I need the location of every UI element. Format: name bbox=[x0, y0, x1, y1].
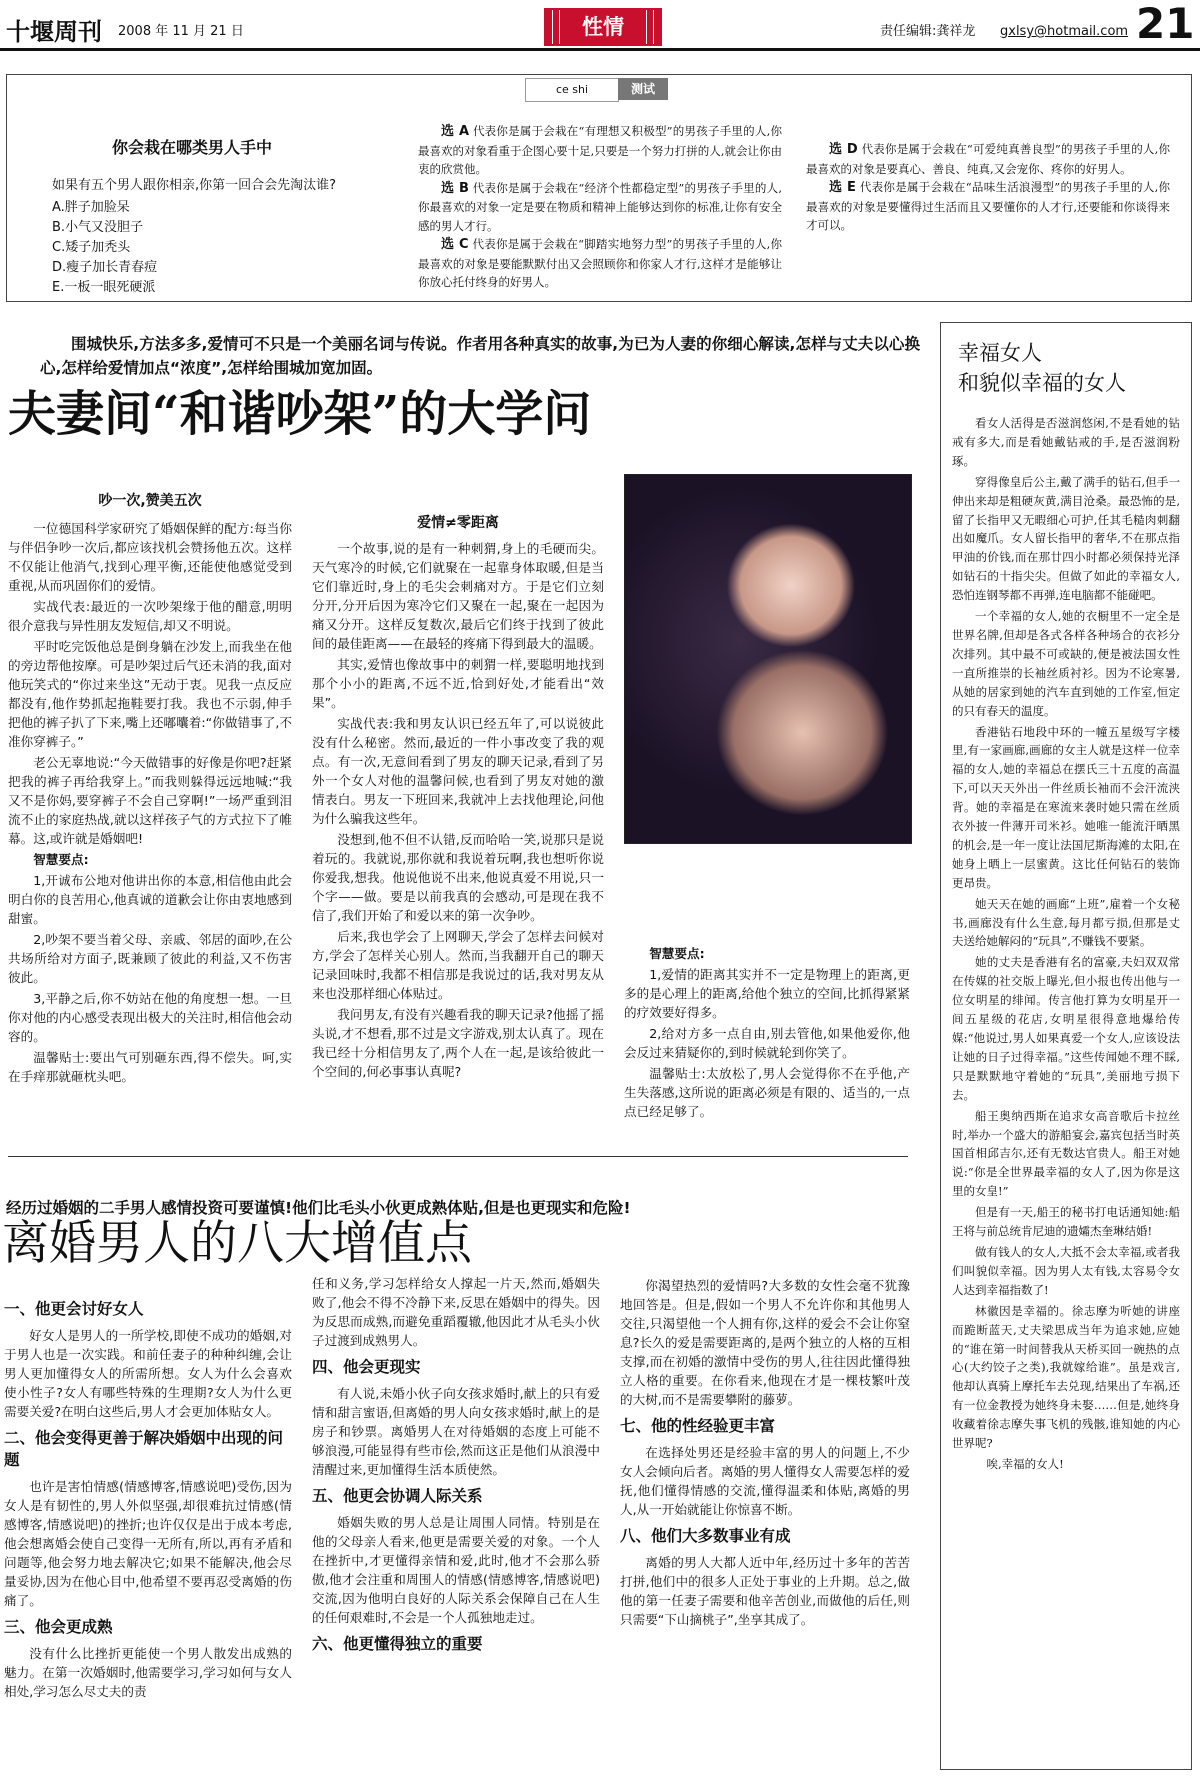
section-heading: 七、他的性经验更丰富 bbox=[620, 1417, 776, 1435]
sidebar-paragraph: 她天天在她的画廊“上班”,雇着一个女秘书,画廊没有什么生意,每月都亏损,但那是丈夫送给她解闷的“玩具”,不赚钱不要紧。 bbox=[952, 896, 1180, 949]
tag-ornament-right bbox=[646, 10, 654, 44]
intro-text: 围城快乐,方法多多,爱情可不只是一个美丽名词与传说。作者用各种真实的故事,为已为人妻的你细心解读,怎样与丈夫以心换心,怎样给爱情加点“浓度”,怎样给围城加宽加固。 bbox=[40, 335, 920, 377]
quiz-option: E.一板一眼死硬派 bbox=[52, 280, 156, 295]
paragraph: 3,平静之后,你不妨站在他的角度想一想。一旦你对他的内心感受表现出极大的关注时,相信他会动容的。 bbox=[8, 991, 292, 1044]
paragraph: 1,开诚布公地对他讲出你的本意,相信他由此会明白你的良苦用心,他真诚的道歉会让你由衷地感到甜蜜。 bbox=[8, 873, 292, 926]
sidebar-paragraph: 一个幸福的女人,她的衣橱里不一定全是世界名牌,但却是各式各样各种场合的衣衫分次排列。其中最不可或缺的,便是被法国女性一直所推崇的长袖丝质衬衫。因为不论寒暑,从她的居家到她的汽车直到她的工作室,恒定的只有春天的温度。 bbox=[952, 609, 1180, 718]
quiz-option: B.小气又没胆子 bbox=[52, 220, 144, 235]
paragraph: 有人说,未婚小伙子向女孩求婚时,献上的只有爱情和甜言蜜语,但离婚的男人向女孩求婚时,献上的是房子和钞票。离婚男人在对待婚姻的态度上可能不够浪漫,可能显得有些市侩,然而这正是他们从浪漫中清醒过来,更加懂得生活本质使然。 bbox=[312, 1386, 600, 1477]
section-divider bbox=[8, 1156, 908, 1157]
woman-portrait-photo bbox=[624, 474, 912, 844]
sidebar-paragraph: 船王奥纳西斯在追求女高音歌后卡拉丝时,举办一个盛大的游船宴会,嘉宾包括当时英国首相邱吉尔,还有无数达官贵人。船王对她说:“你是全世界最幸福的女人了,因为你是这里的女皇!” bbox=[952, 1108, 1180, 1199]
article-headline: 夫妻间“和谐吵架”的大学问 bbox=[8, 386, 592, 442]
quiz-answers-column-1 bbox=[418, 122, 782, 292]
sidebar-title-line-1: 幸福女人 bbox=[958, 341, 1042, 365]
section-heading: 六、他更懂得独立的重要 bbox=[312, 1635, 483, 1653]
article2-column-1 bbox=[4, 1298, 292, 1703]
column-subhead: 爱情≠零距离 bbox=[417, 515, 499, 531]
section-tag-label: 性情 bbox=[582, 15, 624, 39]
quiz-answers-column-2 bbox=[806, 140, 1170, 235]
answer-label: 选 C bbox=[441, 237, 469, 252]
article2-headline: 离婚男人的八大增值点 bbox=[2, 1216, 472, 1271]
sidebar-body bbox=[952, 414, 1180, 1476]
quiz-tab-chinese: 测试 bbox=[618, 78, 668, 100]
section-heading: 一、他更会讨好女人 bbox=[4, 1300, 144, 1318]
paragraph: 我问男友,有没有兴趣看我的聊天记录?他摇了摇头说,才不想看,那不过是文字游戏,别太认真了。现在我已经十分相信男友了,两个人在一起,是该给彼此一个空间的,何必事事认真呢? bbox=[312, 1007, 604, 1079]
quiz-answer-b bbox=[418, 179, 782, 236]
paragraph: 一个故事,说的是有一种刺猬,身上的毛硬而尖。天气寒冷的时候,它们就聚在一起靠身体取暖,但是当它们靠近时,身上的毛尖会刺痛对方。于是它们立刻分开,分开后因为寒冷它们又聚在一起,聚在一起因为痛又分开。这样反复数次,最后它们终于找到了彼此间的最佳距离——在最轻的疼痛下得到最大的温暖。 bbox=[312, 541, 604, 651]
article2-column-3 bbox=[620, 1276, 910, 1631]
section-heading: 二、他会变得更善于解决婚姻中出现的问题 bbox=[4, 1429, 284, 1469]
answer-label: 选 E bbox=[829, 180, 856, 195]
answer-text: 代表你是属于会栽在“脚踏实地努力型”的男孩子手里的人,你最喜欢的对象是要能默默付出又会照顾你和你家人才行,这样才是能够让你放心托付终身的好男人。 bbox=[418, 237, 782, 289]
article2-kicker: 经历过婚姻的二手男人感情投资可要谨慎!他们比毛头小伙更成熟体贴,但是也更现实和危险! bbox=[6, 1199, 631, 1217]
paragraph: 老公无辜地说:“今天做错事的好像是你吧?赶紧把我的裤子再给我穿上。”而我则躲得远远地喊:“我又不是你妈,要穿裤子不会自己穿啊!”一场严重到泪流不止的家庭热战,就以这样孩子气的方式拉下了帷幕。这,或许就是婚姻吧! bbox=[8, 755, 292, 846]
paragraph: 一位德国科学家研究了婚姻保鲜的配方:每当你与伴侣争吵一次后,都应该找机会赞扬他五次。这样不仅能让他消气,找到心理平衡,还能使他感觉受到重视,从而巩固你们的爱情。 bbox=[8, 521, 292, 593]
paragraph: 智慧要点: bbox=[33, 852, 89, 867]
sidebar-paragraph: 香港钻石地段中环的一幢五星级写字楼里,有一家画廊,画廊的女主人就是这样一位幸福的女人,她的幸福总在摆氏三十五度的高温下,可以天天外出一件丝质长袖而不会汗流浃背。她的幸福是在寒流来袭时她只需在丝质衣外披一件薄开司米衫。她唯一能流汗晒黑的机会,是一年一度让法国尼斯海滩的太阳,在她身上晒上一层蜜黄。这比任何钻石的装饰更昂贵。 bbox=[952, 724, 1180, 890]
quiz-option: A.胖子加脸呆 bbox=[52, 200, 130, 215]
answer-label: 选 D bbox=[829, 142, 858, 157]
paragraph: 温馨贴士:太放松了,男人会觉得你不在乎他,产生失落感,这所说的距离必须是有限的、适当的,一点点已经足够了。 bbox=[624, 1066, 910, 1119]
paragraph: 也许是害怕情感(情感博客,情感说吧)受伤,因为女人是有韧性的,男人外似坚强,却很难抗过情感(情感博客,情感说吧)的挫折;也许仅仅是出于成本考虑,他会想离婚会使自己变得一无所有,所以,再有矛盾和问题等,他会努力地去解决它;如果不能解决,他会尽量妥协,因为在他心目中,他希望不要再忍受离婚的伤痛了。 bbox=[4, 1479, 292, 1608]
quiz-answer-d bbox=[806, 140, 1170, 178]
quiz-option: C.矮子加秃头 bbox=[52, 240, 131, 255]
sidebar-title-line-2: 和貌似幸福的女人 bbox=[958, 371, 1126, 395]
masthead: 十堰周刊 bbox=[6, 18, 102, 46]
section-heading: 三、他会更成熟 bbox=[4, 1618, 113, 1636]
quiz-tab-english: ce shi bbox=[525, 78, 619, 102]
tag-ornament-left bbox=[552, 10, 560, 44]
section-heading: 八、他们大多数事业有成 bbox=[620, 1527, 791, 1545]
section-heading: 五、他更会协调人际关系 bbox=[312, 1487, 483, 1505]
editor-email-link[interactable]: gxlsy@hotmail.com bbox=[1000, 24, 1129, 39]
sidebar-paragraph: 看女人活得是否滋润悠闲,不是看她的钻戒有多大,而是看她戴钻戒的手,是否滋润粉琢。 bbox=[952, 416, 1180, 468]
paragraph: 2,吵架不要当着父母、亲戚、邻居的面吵,在公共场所给对方面子,既兼顾了彼此的利益,又不伤害彼此。 bbox=[8, 932, 292, 985]
quiz-question: 如果有五个男人跟你相亲,你第一回合会先淘汰谁? bbox=[52, 178, 337, 193]
sidebar-paragraph: 林徽因是幸福的。徐志摩为听她的讲座而跪断蓝天,丈夫梁思成当年为追求她,应她的“谁在第一时间替我从天桥买回一碗热的点心(大约饺子之类),我就嫁给谁”。虽是戏言,他却认真骑上摩托车去兑现,结果出了车祸,还有一位金教授为她终身未娶……但是,她终身收藏着徐志摩失事飞机的残骸,谁知她的内心世界呢? bbox=[952, 1303, 1180, 1451]
quiz-option: D.瘦子加长青春痘 bbox=[52, 260, 158, 275]
paragraph: 智慧要点: bbox=[649, 946, 705, 961]
quiz-answer-c bbox=[418, 235, 782, 292]
paragraph: 婚姻失败的男人总是让周围人同情。特别是在他的父母亲人看来,他更是需要关爱的对象。一个人在挫折中,才更懂得亲情和爱,此时,他才不会那么骄傲,他才会注重和周围人的情感(情感博客,情感说吧)交流,因为他明白良好的人际关系会保障自己在人生的任何艰难时,不会是一个人孤独地走过。 bbox=[312, 1515, 600, 1625]
paragraph: 实战代表:最近的一次吵架缘于他的醋意,明明很介意我与异性朋友发短信,却又不明说。 bbox=[8, 599, 292, 633]
paragraph: 没有什么比挫折更能使一个男人散发出成熟的魅力。在第一次婚姻时,他需要学习,学习如何与女人相处,学习怎么尽丈夫的责 bbox=[4, 1646, 292, 1699]
paragraph: 2,给对方多一点自由,别去管他,如果他爱你,他会反过来猜疑你的,到时候就轮到你笑了。 bbox=[624, 1026, 910, 1060]
paragraph: 你渴望热烈的爱情吗?大多数的女性会毫不犹豫地回答是。但是,假如一个男人不允许你和其他男人交往,只渴望他一个人拥有你,这样的爱会不会让你窒息?长久的爱是需要距离的,是两个独立的人格的互相支撑,而在初婚的激情中受伤的男人,往往因此懂得独立人格的重要。在你看来,他现在才是一棵枝繁叶茂的大树,而不是需要攀附的藤萝。 bbox=[620, 1278, 910, 1407]
sidebar-paragraph: 但是有一天,船王的秘书打电话通知她:船王将与前总统肯尼迪的遗孀杰奎琳结婚! bbox=[952, 1205, 1180, 1239]
answer-label: 选 B bbox=[441, 180, 469, 196]
sidebar-paragraph: 她的丈夫是香港有名的富豪,夫妇双双常在传媒的社交版上曝光,但小报也传出他与一位女明星的绯闻。传言他打算为女明星开一间五星级的花店,女明星很得意地爆给传媒:“他说过,男人如果真爱一个女人,应该设法让她的日子过得幸福。”这些传闻她不理不睬,只是默默地守着她的“玩具”,美丽地亏损下去。 bbox=[952, 955, 1180, 1102]
page-number: 21 bbox=[1136, 0, 1195, 48]
paragraph: 平时吃完饭他总是倒身躺在沙发上,而我坐在他的旁边帮他按摩。可是吵架过后气还未消的我,面对他玩笑式的“你过来坐这”无动于衷。见我一点反应都没有,他作势抓起拖鞋要打我。我也不示弱,伸手把他的裤子扒了下来,嘴上还嘟囔着:“你做错事了,不准你穿裤子。” bbox=[8, 639, 292, 749]
sidebar-paragraph: 穿得像皇后公主,戴了满手的钻石,但手一伸出来却是粗硬灰黄,满目沧桑。最恐怖的是,留了长指甲又无暇细心可护,任其毛糙肉刺翻出如魔爪。女人留长指甲的奢华,不在那点指甲油的价钱,而在那廿四小时都必须保持光泽如钻石的十指尖尖。但做了如此的幸福女人,恐怕连钢琴都不再弹,连电脑都不能碰吧。 bbox=[952, 474, 1180, 603]
article1-column-3 bbox=[624, 944, 910, 1123]
paragraph: 1,爱情的距离其实并不一定是物理上的距离,更多的是心理上的距离,给他个独立的空间,比抓得紧紧的疗效要好得多。 bbox=[624, 967, 910, 1020]
editor-credit: 责任编辑:龚祥龙 bbox=[880, 24, 976, 39]
paragraph: 好女人是男人的一所学校,即使不成功的婚姻,对于男人也是一次实践。和前任妻子的种种纠缠,会让男人更加懂得女人的所需所想。女人为什么会喜欢使小性子?女人有哪些特殊的生理期?女人为什么更需要关爱?在明白这些后,男人才会更加体贴女人。 bbox=[4, 1328, 292, 1419]
answer-label: 选 A bbox=[441, 124, 470, 139]
answer-text: 代表你是属于会栽在“经济个性都稳定型”的男孩子手里的人,你最喜欢的对象一定是要在物质和精神上能够达到你的标准,让你有安全感的男人才行。 bbox=[418, 180, 782, 233]
article1-column-2 bbox=[312, 484, 604, 1083]
paragraph: 离婚的男人大都人近中年,经历过十多年的苦苦打拼,他们中的很多人正处于事业的上升期。总之,做他的第一任妻子需要和他辛苦创业,而做他的后任,则只需要“下山摘桃子”,坐享其成了。 bbox=[620, 1555, 910, 1627]
quiz-title: 你会栽在哪类男人手中 bbox=[112, 138, 273, 157]
section-tag bbox=[544, 8, 662, 46]
sidebar-title bbox=[958, 338, 1126, 398]
article2-column-2 bbox=[312, 1274, 600, 1661]
issue-date: 2008 年 11 月 21 日 bbox=[118, 24, 244, 39]
paragraph: 后来,我也学会了上网聊天,学会了怎样去问候对方,学会了怎样关心别人。然而,当我翻开自己的聊天记录回味时,我都不相信那是我说过的话,我对男友从来也没那样细心体贴过。 bbox=[312, 929, 604, 1001]
section-heading: 四、他会更现实 bbox=[312, 1358, 421, 1376]
paragraph: 实战代表:我和男友认识已经五年了,可以说彼此没有什么秘密。然而,最近的一件小事改变了我的观点。有一次,无意间看到了男友的聊天记录,看到了另外一个女人对他的温馨问候,也看到了男友对她的激情表白。男友一下班回来,我就冲上去找他理论,问他为什么骗我这些年。 bbox=[312, 716, 604, 826]
answer-text: 代表你是属于会栽在“品味生活浪漫型”的男孩子手里的人,你最喜欢的对象是要懂得过生活而且又要懂你的人才行,还要能和你谈得来才可以。 bbox=[806, 180, 1171, 232]
paragraph: 温馨贴士:要出气可别砸东西,得不偿失。呵,实在手痒那就砸枕头吧。 bbox=[8, 1050, 292, 1084]
article1-column-1 bbox=[8, 492, 292, 1088]
column-subhead: 吵一次,赞美五次 bbox=[98, 493, 202, 509]
header-rule bbox=[0, 48, 1200, 51]
answer-text: 代表你是属于会栽在“可爱纯真善良型”的男孩子手里的人,你最喜欢的对象是要真心、善良、纯真,又会宠你、疼你的好男人。 bbox=[806, 142, 1170, 176]
sidebar-paragraph: 做有钱人的女人,大抵不会太幸福,或者我们叫貌似幸福。因为男人太有钱,太容易令女人达到幸福指数了! bbox=[952, 1244, 1180, 1297]
paragraph: 在选择处男还是经验丰富的男人的问题上,不少女人会倾向后者。离婚的男人懂得女人需要怎样的爱抚,他们懂得情感的交流,懂得温柔和体贴,离婚的男人,从一开始就能让你惊喜不断。 bbox=[620, 1445, 910, 1517]
article-intro bbox=[40, 332, 920, 382]
sidebar-closing: 唉,幸福的女人! bbox=[986, 1456, 1064, 1471]
quiz-answer-a bbox=[418, 122, 782, 179]
paragraph: 没想到,他不但不认错,反而哈哈一笑,说那只是说着玩的。我就说,那你就和我说着玩啊,我也想听你说你爱我,想我。他说他说不出来,他说真爱不用说,只一个字——做。要是以前我真的会感动,可是现在我不信了,我们开始了和爱以来的第一次争吵。 bbox=[312, 832, 604, 923]
answer-text: 代表你是属于会栽在“有理想又积极型”的男孩子手里的人,你最喜欢的对象看重于企图心要十足,只要是一个努力打拼的人,就会让你由衷的欣赏他。 bbox=[418, 124, 782, 176]
paragraph: 其实,爱情也像故事中的刺猬一样,要聪明地找到那个小小的距离,不远不近,恰到好处,才能看出“效果”。 bbox=[312, 657, 604, 710]
quiz-answer-e bbox=[806, 178, 1170, 235]
paragraph: 任和义务,学习怎样给女人撑起一片天,然而,婚姻失败了,他会不得不冷静下来,反思在婚姻中的得失。因为反思而成熟,而避免重蹈覆辙,他因此才从毛头小伙子过渡到成熟男人。 bbox=[312, 1276, 600, 1348]
